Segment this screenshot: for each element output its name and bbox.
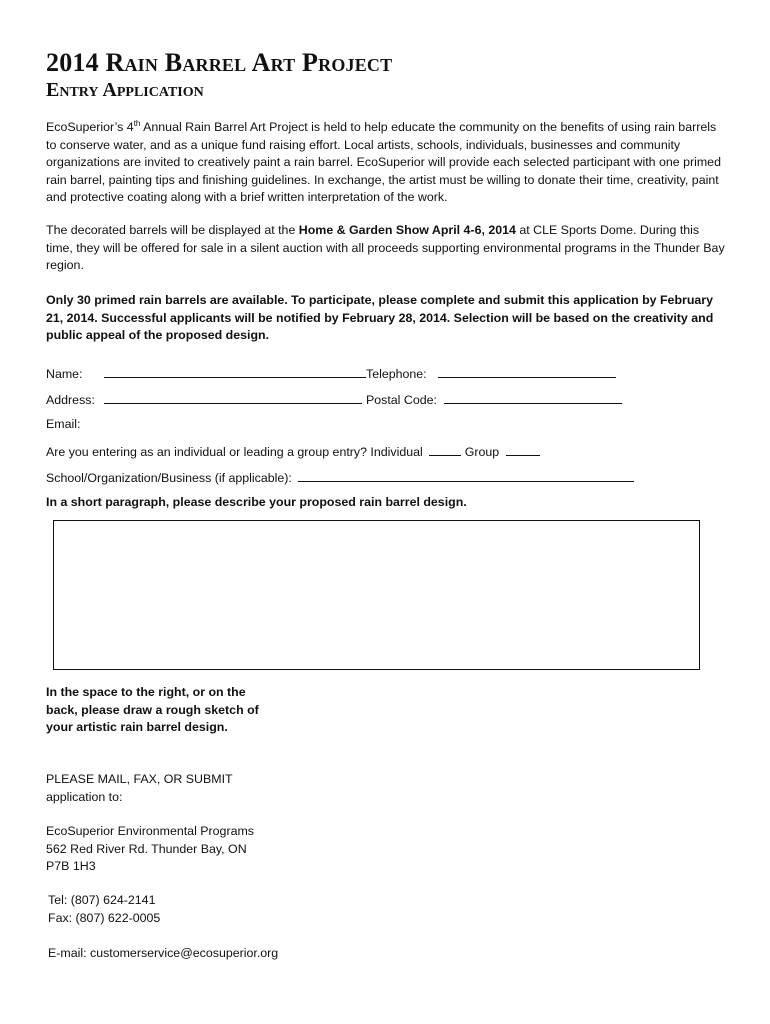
email-row bbox=[46, 416, 80, 432]
street-address: 562 Red River Rd. Thunder Bay, ON bbox=[46, 841, 247, 856]
school-row bbox=[46, 468, 634, 486]
mailing-address bbox=[46, 823, 306, 876]
address-label: Address: bbox=[46, 393, 95, 407]
sketch-note: In the space to the right, or on the back, please draw a rough sketch of your artistic rain barrel design. bbox=[46, 685, 259, 735]
address-row bbox=[46, 390, 362, 408]
deadline-paragraph: Only 30 primed rain barrels are available. To participate, please complete and submit this application by February 21, 2014. Successful applicants will be notified by February 28, 2014. Selection will be based on the creativity and public appeal of the proposed design. bbox=[46, 293, 714, 343]
address-field[interactable] bbox=[104, 390, 362, 404]
individual-field[interactable] bbox=[429, 442, 461, 456]
name-field[interactable] bbox=[104, 364, 366, 378]
contact-numbers bbox=[48, 892, 263, 927]
display-paragraph: The decorated barrels will be displayed at the Home & Garden Show April 4-6, 2014 at CLE Sports Dome. During this time, they will be offered for sale in a silent auction with all proceeds supporting environmental programs in the Thunder Bay region. bbox=[46, 223, 725, 273]
telephone-label: Telephone: bbox=[366, 367, 427, 381]
name-row bbox=[46, 364, 366, 382]
group-field[interactable] bbox=[506, 442, 540, 456]
intro-paragraph: EcoSuperior’s 4th Annual Rain Barrel Art Project is held to help educate the community on the benefits of using rain barrels to conserve water, and as a unique fund raising effort. Local artists, schools, individuals, businesses and community organizations are invited to creatively paint a rain barrel. EcoSuperior will provide each selected participant with one primed rain barrel, painting tips and finishing guidelines. In exchange, the artist must be willing to donate their time, creativity, paint and protective coating along with a brief written interpretation of the work. bbox=[46, 118, 721, 205]
email-label: Email: bbox=[46, 417, 81, 431]
telephone-number: Tel: (807) 624-2141 bbox=[48, 893, 156, 907]
school-label: School/Organization/Business (if applicable): bbox=[46, 471, 292, 485]
entry-type-row bbox=[46, 442, 540, 460]
fax-number: Fax: (807) 622-0005 bbox=[48, 910, 161, 925]
postal-code-row bbox=[366, 390, 622, 408]
telephone-row bbox=[366, 364, 616, 382]
design-prompt: In a short paragraph, please describe your proposed rain barrel design. bbox=[46, 495, 467, 509]
entry-type-question: Are you entering as an individual or leading a group entry? Individual bbox=[46, 445, 423, 459]
postal-code-label: Postal Code: bbox=[366, 393, 437, 407]
page-title: 2014 Rain Barrel Art Project bbox=[46, 48, 393, 77]
name-label: Name: bbox=[46, 367, 83, 381]
group-label: Group bbox=[464, 445, 500, 459]
postal-code: P7B 1H3 bbox=[46, 859, 96, 874]
show-dates: Home & Garden Show April 4-6, 2014 bbox=[298, 223, 516, 237]
org-name: EcoSuperior Environmental Programs bbox=[46, 824, 254, 838]
postal-code-field[interactable] bbox=[444, 390, 622, 404]
mail-instructions: PLEASE MAIL, FAX, OR SUBMIT application to: bbox=[46, 772, 233, 804]
page-subtitle: Entry Application bbox=[46, 79, 204, 101]
telephone-field[interactable] bbox=[438, 364, 616, 378]
school-field[interactable] bbox=[298, 468, 634, 482]
contact-email[interactable]: E-mail: customerservice@ecosuperior.org bbox=[48, 946, 279, 960]
design-description-box[interactable] bbox=[53, 520, 700, 670]
